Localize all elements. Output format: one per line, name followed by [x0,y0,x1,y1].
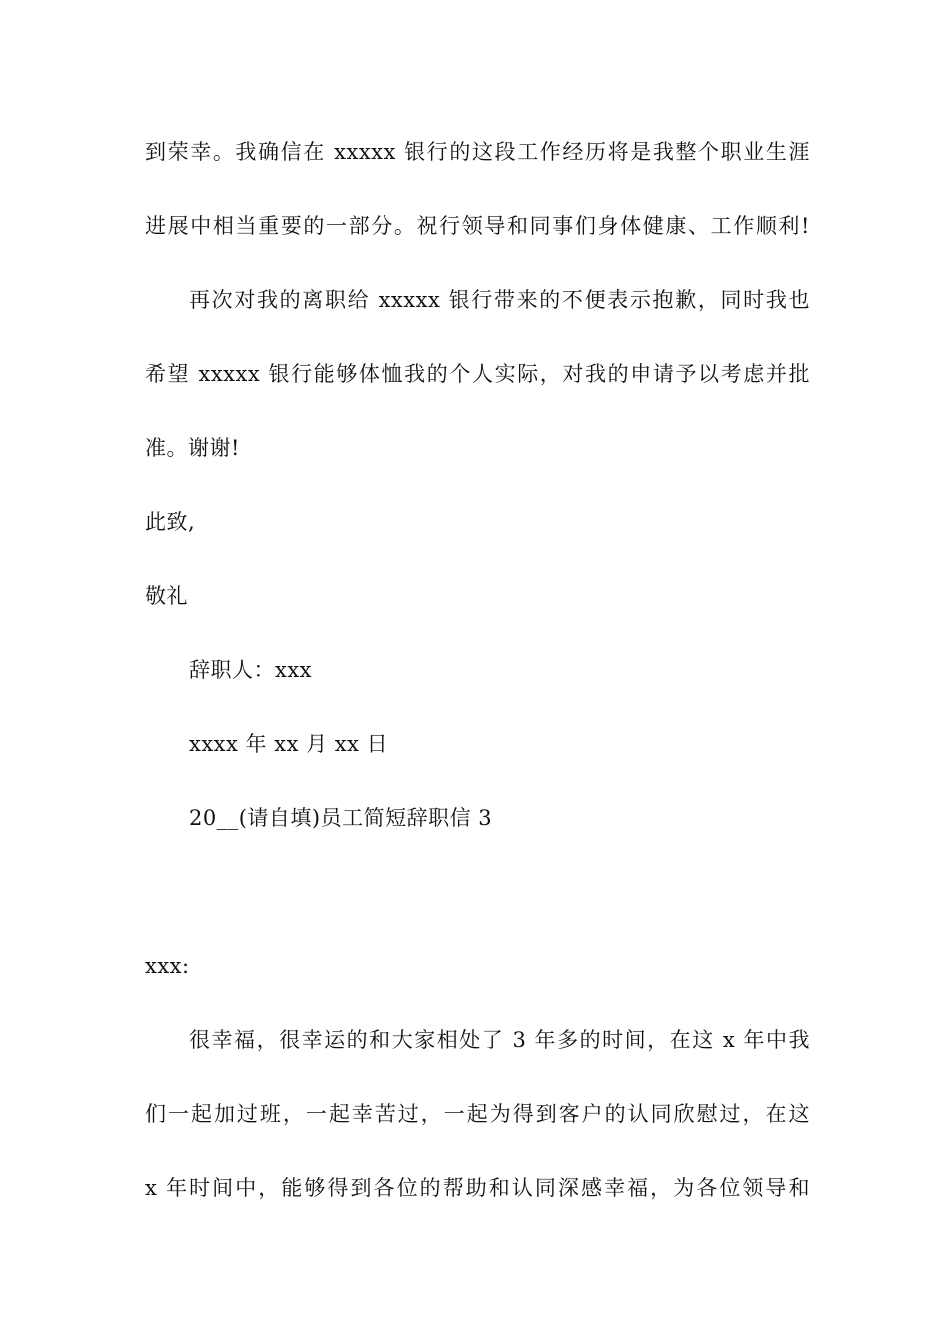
closing-salutation: 此致, [145,510,196,534]
closing-regards: 敬礼 [145,584,188,608]
paragraph-2-line-2: 希望 xxxxx 银行能够体恤我的个人实际，对我的申请予以考虑并批 [145,362,810,386]
paragraph-1-line-2: 进展中相当重要的一部分。祝行领导和同事们身体健康、工作顺利! [145,214,810,238]
signature-resigner: 辞职人：xxx [189,658,313,682]
signature-date: xxxx 年 xx 月 xx 日 [189,732,389,756]
next-letter-body-line-1: 很幸福，很幸运的和大家相处了 3 年多的时间，在这 x 年中我 [189,1028,810,1052]
paragraph-2-line-1: 再次对我的离职给 xxxxx 银行带来的不便表示抱歉，同时我也 [189,288,810,312]
next-letter-body-line-2: 们一起加过班，一起幸苦过，一起为得到客户的认同欣慰过，在这 [145,1102,810,1126]
paragraph-2-line-3: 准。谢谢! [145,436,240,460]
paragraph-1-line-1: 到荣幸。我确信在 xxxxx 银行的这段工作经历将是我整个职业生涯 [145,140,810,164]
next-letter-recipient: xxx: [145,954,190,978]
next-letter-body-line-3: x 年时间中，能够得到各位的帮助和认同深感幸福，为各位领导和 [145,1176,810,1200]
next-letter-title: 20__(请自填)员工简短辞职信 3 [189,806,493,830]
